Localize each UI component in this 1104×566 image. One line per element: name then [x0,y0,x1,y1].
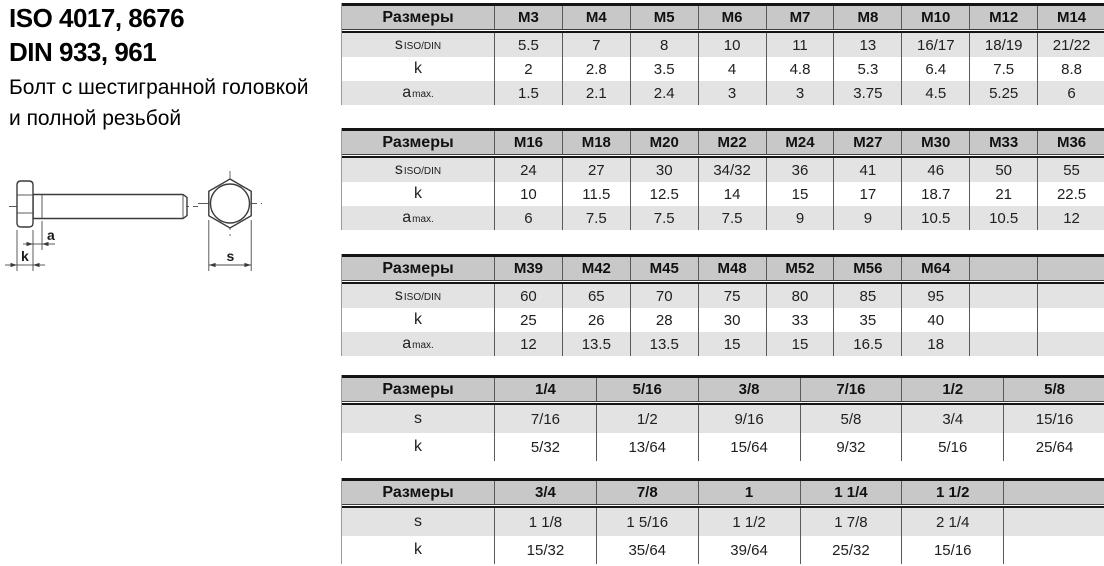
column-header: M8 [833,6,901,29]
value-cell: 7.5 [698,206,766,230]
value-cell: 13.5 [562,332,630,356]
value-cell [1003,536,1104,564]
dimensions-table-inch-small [341,375,1104,461]
value-cell: 25/64 [1003,433,1104,461]
column-header: M24 [766,131,834,154]
row-label: s ISO/DIN [394,36,442,53]
value-cell [969,332,1037,356]
row-label: k [414,438,422,455]
value-cell: 18/19 [969,33,1037,57]
value-cell: 4 [698,57,766,81]
table-header-row [342,3,1104,30]
value-cell: 7/16 [494,405,596,433]
value-cell: 27 [562,158,630,182]
table-row [342,332,1104,356]
value-cell: 1 5/16 [596,508,698,536]
value-cell: 13/64 [596,433,698,461]
table-corner-label: Размеры [382,380,454,398]
column-header [969,257,1037,280]
value-cell: 9/16 [698,405,800,433]
column-header: M16 [494,131,562,154]
value-cell: 2.1 [562,81,630,105]
value-cell: 3.75 [833,81,901,105]
value-cell: 10.5 [901,206,969,230]
value-cell: 2.4 [630,81,698,105]
column-header: M22 [698,131,766,154]
column-header: 1/2 [901,378,1003,401]
value-cell: 12 [1037,206,1104,230]
table-row [342,433,1104,461]
row-label: a max. [402,84,434,101]
value-cell: 15 [698,332,766,356]
value-cell: 80 [766,284,834,308]
column-header: M6 [698,6,766,29]
value-cell: 16/17 [901,33,969,57]
value-cell [1037,308,1104,332]
subtitle-line-2: и полной резьбой [9,107,182,130]
value-cell: 15/16 [901,536,1003,564]
value-cell: 1 1/8 [494,508,596,536]
value-cell: 1 7/8 [800,508,902,536]
value-cell: 13.5 [630,332,698,356]
value-cell: 8.8 [1037,57,1104,81]
column-header: M27 [833,131,901,154]
value-cell: 11 [766,33,834,57]
value-cell: 5.5 [494,33,562,57]
dimensions-table-m16-m36 [341,128,1104,230]
value-cell: 14 [698,182,766,206]
row-label: k [414,185,422,202]
value-cell: 3/4 [901,405,1003,433]
dimensions-table-inch-large [341,478,1104,564]
row-label: s [414,513,422,530]
dim-label-k: k [21,248,29,264]
value-cell [1003,508,1104,536]
value-cell: 24 [494,158,562,182]
value-cell: 10 [698,33,766,57]
value-cell: 3 [698,81,766,105]
column-header: M7 [766,6,834,29]
value-cell: 15/32 [494,536,596,564]
arrowhead [209,263,216,267]
column-header: 1 1/4 [800,481,902,504]
value-cell: 15 [766,332,834,356]
table-header-row [342,128,1104,155]
value-cell: 5.3 [833,57,901,81]
column-header: 1 1/2 [901,481,1003,504]
value-cell: 15/64 [698,433,800,461]
arrowhead [244,263,251,267]
column-header: M4 [562,6,630,29]
column-header [1037,257,1104,280]
column-header: M10 [901,6,969,29]
table-body [342,403,1104,461]
value-cell: 46 [901,158,969,182]
column-header: 5/16 [596,378,698,401]
bolt-shank [33,195,187,219]
value-cell: 7.5 [630,206,698,230]
value-cell: 35/64 [596,536,698,564]
arrowhead [33,263,40,267]
value-cell: 7.5 [969,57,1037,81]
column-header: 3/8 [698,378,800,401]
dimension-k [5,248,45,267]
value-cell: 85 [833,284,901,308]
column-header: M48 [698,257,766,280]
dimensions-table-m39-m64 [341,254,1104,356]
value-cell: 9/32 [800,433,902,461]
table-corner-label: Размеры [382,483,454,501]
row-label: s [414,410,422,427]
table-header-row [342,254,1104,281]
value-cell [969,284,1037,308]
row-label: s ISO/DIN [394,287,442,304]
column-header: M52 [766,257,834,280]
table-row [342,308,1104,332]
column-header: 7/16 [800,378,902,401]
dim-label-a: a [47,227,55,243]
value-cell: 25 [494,308,562,332]
value-cell: 9 [833,206,901,230]
column-header: 5/8 [1003,378,1104,401]
value-cell: 6 [1037,81,1104,105]
table-row [342,81,1104,105]
column-header [1003,481,1104,504]
table-row [342,158,1104,182]
standard-iso-title: ISO 4017, 8676 [9,3,185,33]
table-header-row [342,375,1104,402]
value-cell: 12.5 [630,182,698,206]
value-cell: 39/64 [698,536,800,564]
value-cell: 30 [630,158,698,182]
value-cell: 3.5 [630,57,698,81]
column-header: 1 [698,481,800,504]
value-cell: 2.8 [562,57,630,81]
value-cell: 13 [833,33,901,57]
hexagon-outline [209,179,251,228]
value-cell: 28 [630,308,698,332]
value-cell: 18.7 [901,182,969,206]
value-cell: 55 [1037,158,1104,182]
column-header: M39 [494,257,562,280]
dimension-a [23,227,55,246]
column-header: 3/4 [494,481,596,504]
column-header: 7/8 [596,481,698,504]
row-label: k [414,311,422,328]
value-cell: 4.5 [901,81,969,105]
column-header: M33 [969,131,1037,154]
table-corner-label: Размеры [382,133,454,151]
value-cell [1037,332,1104,356]
standard-din-title: DIN 933, 961 [9,37,157,67]
table-row [342,182,1104,206]
table-row [342,405,1104,433]
arrowhead [11,263,18,267]
table-row [342,508,1104,536]
table-row [342,284,1104,308]
value-cell: 15 [766,182,834,206]
value-cell: 3 [766,81,834,105]
value-cell: 26 [562,308,630,332]
value-cell: 30 [698,308,766,332]
column-header: M36 [1037,131,1104,154]
value-cell: 22.5 [1037,182,1104,206]
column-header: M5 [630,6,698,29]
value-cell: 15/16 [1003,405,1104,433]
value-cell: 10.5 [969,206,1037,230]
table-header-row [342,478,1104,505]
column-header: M20 [630,131,698,154]
value-cell: 40 [901,308,969,332]
bolt-head-side [17,181,33,227]
value-cell: 33 [766,308,834,332]
value-cell: 1.5 [494,81,562,105]
column-header: 1/4 [494,378,596,401]
table-corner-label: Размеры [382,259,454,277]
table-corner-label: Размеры [382,8,454,26]
table-row [342,206,1104,230]
row-label: k [414,541,422,558]
value-cell: 17 [833,182,901,206]
value-cell: 12 [494,332,562,356]
value-cell: 2 [494,57,562,81]
value-cell: 8 [630,33,698,57]
value-cell: 1/2 [596,405,698,433]
value-cell: 35 [833,308,901,332]
bolt-head-front-view [198,171,262,271]
value-cell: 18 [901,332,969,356]
value-cell: 70 [630,284,698,308]
value-cell: 75 [698,284,766,308]
value-cell: 36 [766,158,834,182]
subtitle-line-1: Болт с шестигранной головкой [9,76,309,99]
column-header: M12 [969,6,1037,29]
value-cell: 5/32 [494,433,596,461]
bolt-side-view [5,181,198,271]
value-cell: 21 [969,182,1037,206]
row-label: a max. [402,209,434,226]
row-label: a max. [402,335,434,352]
value-cell: 5/16 [901,433,1003,461]
value-cell: 11.5 [562,182,630,206]
value-cell: 6 [494,206,562,230]
table-body [342,156,1104,230]
column-header: M14 [1037,6,1104,29]
value-cell: 50 [969,158,1037,182]
value-cell: 5/8 [800,405,902,433]
value-cell: 60 [494,284,562,308]
column-header: M18 [562,131,630,154]
column-header: M30 [901,131,969,154]
dim-label-s: s [226,248,235,264]
value-cell: 1 1/2 [698,508,800,536]
value-cell: 16.5 [833,332,901,356]
value-cell [1037,284,1104,308]
value-cell: 4.8 [766,57,834,81]
bolt-technical-drawing [2,0,302,340]
value-cell: 7.5 [562,206,630,230]
table-row [342,536,1104,564]
value-cell: 5.25 [969,81,1037,105]
value-cell: 34/32 [698,158,766,182]
dimensions-table-m3-m14 [341,3,1104,105]
column-header: M56 [833,257,901,280]
row-label: k [414,60,422,77]
value-cell [969,308,1037,332]
value-cell: 41 [833,158,901,182]
table-body [342,506,1104,564]
value-cell: 9 [766,206,834,230]
table-body [342,31,1104,105]
column-header: M64 [901,257,969,280]
table-body [342,282,1104,356]
row-label: s ISO/DIN [394,161,442,178]
arrowhead [27,242,34,246]
table-row [342,33,1104,57]
value-cell: 10 [494,182,562,206]
column-header: M3 [494,6,562,29]
value-cell: 2 1/4 [901,508,1003,536]
value-cell: 21/22 [1037,33,1104,57]
value-cell: 25/32 [800,536,902,564]
column-header: M45 [630,257,698,280]
table-row [342,57,1104,81]
value-cell: 6.4 [901,57,969,81]
value-cell: 7 [562,33,630,57]
value-cell: 95 [901,284,969,308]
column-header: M42 [562,257,630,280]
value-cell: 65 [562,284,630,308]
